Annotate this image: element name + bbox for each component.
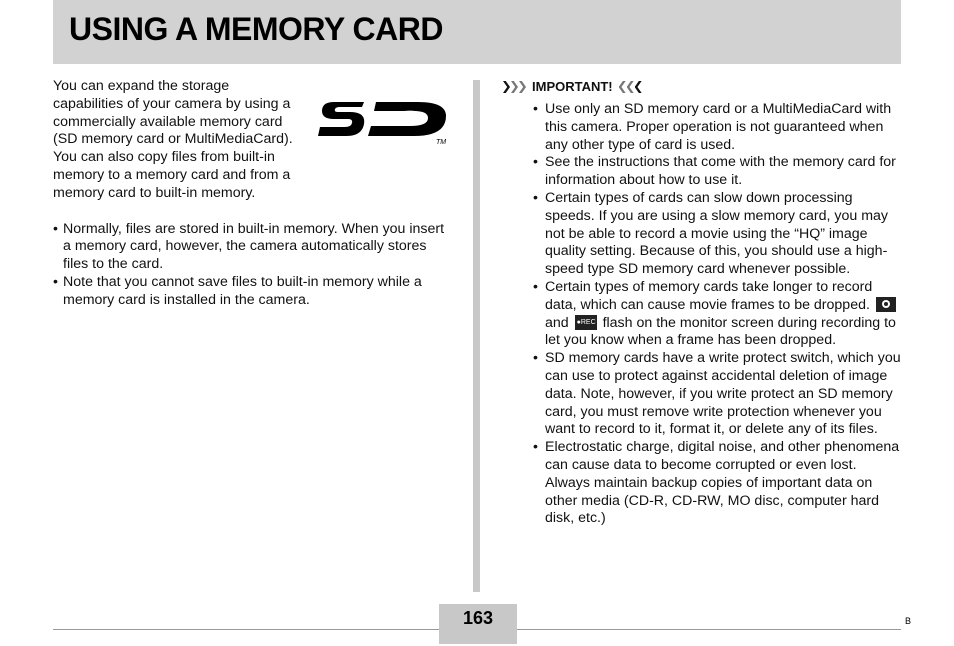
left-column	[53, 78, 453, 310]
list-item: • Certain types of cards can slow down processing speeds. If you are using a slow memory card, you may not be able to record a movie using the “HQ” image quality setting. Because of this, you should use a high-speed type SD memory card whenever possible.	[533, 190, 903, 279]
footer-mark: B	[905, 616, 912, 626]
camera-icon	[876, 297, 896, 312]
right-column	[503, 78, 903, 528]
list-item: • Normally, files are stored in built-in memory. When you insert a memory card, however, the camera automatically stores files to the card.	[53, 221, 453, 274]
chevrons-right-icon	[503, 81, 526, 93]
page-title: USING A MEMORY CARD	[69, 11, 443, 47]
bullet-text: Certain types of memory cards take longer to record data, which can cause movie frames to be dropped.	[545, 278, 873, 313]
list-item: • Electrostatic charge, digital noise, and other phenomena can cause data to become corrupted or even lost. Always maintain backup copies of important data on other media (CD-R, CD-RW, MO disc, computer hard disk, etc.)	[533, 439, 903, 528]
page-number: 163	[462, 608, 494, 628]
left-bullet-list	[53, 221, 453, 310]
list-item: • See the instructions that come with the memory card for information about how to use it.	[533, 154, 903, 190]
bullet-text: and	[545, 314, 569, 331]
page-number-box	[439, 604, 517, 644]
list-item	[533, 279, 903, 350]
important-heading	[503, 78, 903, 96]
list-item: • Note that you cannot save files to built-in memory while a memory card is installed in the camera.	[53, 274, 453, 310]
trademark-label: TM	[436, 139, 447, 146]
list-item: • SD memory cards have a write protect switch, which you can use to protect against accidental deletion of image data. Note, however, if you write protect an SD memory card, you must remove write protection whenever you want to record to it, format it, or delete any of its files.	[533, 350, 903, 439]
important-bullet-list	[503, 101, 903, 528]
important-label: IMPORTANT!	[532, 79, 613, 95]
header-bar	[53, 0, 901, 64]
rec-icon: ●REC	[575, 315, 597, 330]
chevrons-left-icon	[619, 81, 642, 93]
list-item: • Use only an SD memory card or a MultiMediaCard with this camera. Proper operation is not guaranteed when any other type of card is used.	[533, 101, 903, 154]
intro-paragraph: You can expand the storage capabilities of your camera by using a commercially available memory card (SD memory card or MultiMediaCard). You can also copy files from built-in memory to a memory card and from a memory card to built-in memory.	[53, 78, 293, 201]
sd-logo-icon	[318, 96, 453, 146]
bullet-text: flash on the monitor screen during recording to let you know when a frame has been dropped.	[545, 314, 896, 349]
column-divider	[473, 80, 480, 592]
